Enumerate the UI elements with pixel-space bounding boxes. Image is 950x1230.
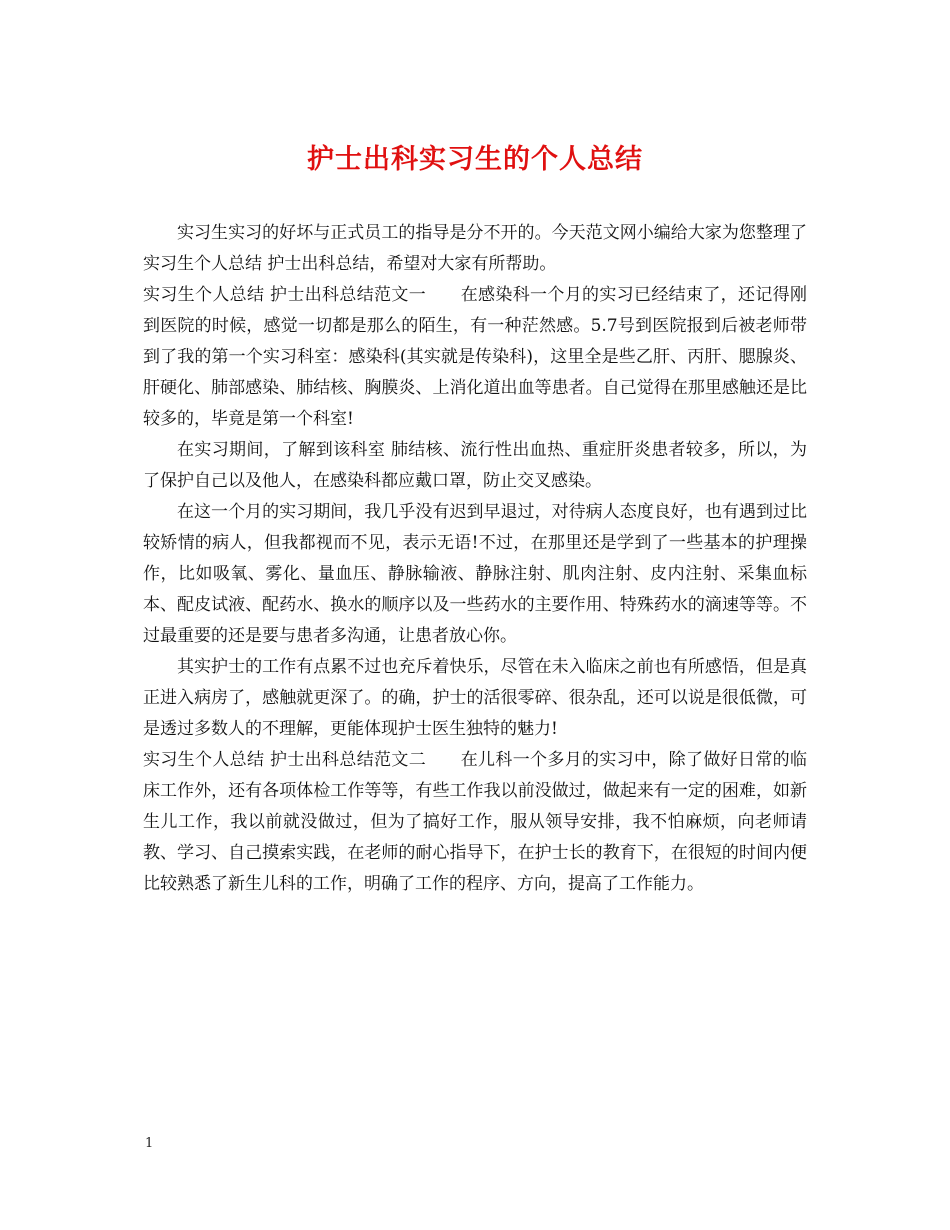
paragraph-intro: 实习生实习的好坏与正式员工的指导是分不开的。今天范文网小编给大家为您整理了实习生个人总结 护士出科总结，希望对大家有所帮助。 [143, 223, 807, 274]
paragraph-internship-skills: 在这一个月的实习期间，我几乎没有迟到早退过，对待病人态度良好，也有遇到过比较矫情的病人，但我都视而不见，表示无语!不过，在那里还是学到了一些基本的护理操作，比如吸氧、雾化、量血压、静脉输液、静脉注射、肌肉注射、皮内注射、采集血标本、配皮试液、配药水、换水的顺序以及一些药水的主要作用、特殊药水的滴速等等。不过最重要的还是要与患者多沟通，让患者放心你。 [143, 502, 807, 646]
paragraph-sample-one: 实习生个人总结 护士出科总结范文一 在感染科一个月的实习已经结束了，还记得刚到医院的时候，感觉一切都是那么的陌生，有一种茫然感。5.7号到医院报到后被老师带到了我的第一个实习科室：感染科(其实就是传染科)，这里全是些乙肝、丙肝、腮腺炎、肝硬化、肺部感染、肺结核、胸膜炎、上消化道出血等患者。自己觉得在那里感触还是比较多的，毕竟是第一个科室! [143, 285, 807, 429]
page-title: 护士出科实习生的个人总结 [307, 144, 643, 175]
paragraph-infection-control: 在实习期间，了解到该科室 肺结核、流行性出血热、重症肝炎患者较多，所以，为了保护自己以及他人，在感染科都应戴口罩，防止交叉感染。 [143, 440, 807, 491]
paragraph-nursing-reflection: 其实护士的工作有点累不过也充斥着快乐，尽管在未入临床之前也有所感悟，但是真正进入病房了，感触就更深了。的确，护士的活很零碎、很杂乱，还可以说是很低微，可是透过多数人的不理解，更能体现护士医生独特的魅力! [143, 657, 807, 739]
page-number: 1 [145, 1136, 154, 1151]
paragraph-sample-two: 实习生个人总结 护士出科总结范文二 在儿科一个多月的实习中，除了做好日常的临床工作外，还有各项体检工作等等，有些工作我以前没做过，做起来有一定的困难，如新生儿工作，我以前就没做过，但为了搞好工作，服从领导安排，我不怕麻烦，向老师请教、学习、自己摸索实践，在老师的耐心指导下，在护士长的教育下，在很短的时间内便比较熟悉了新生儿科的工作，明确了工作的程序、方向，提高了工作能力。 [143, 750, 807, 894]
document-body [143, 218, 807, 900]
